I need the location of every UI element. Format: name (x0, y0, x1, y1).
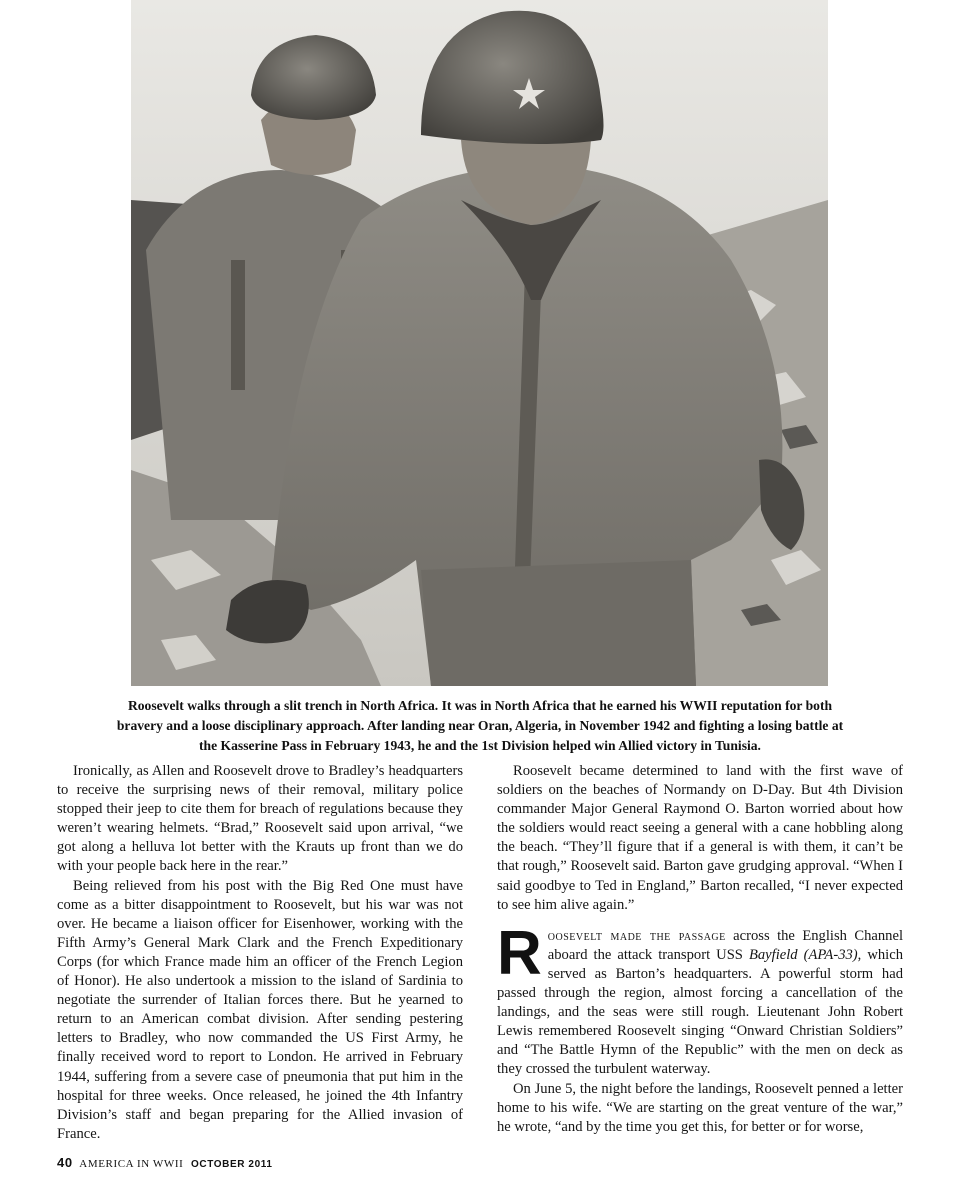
article-column-left (57, 762, 463, 1144)
text-run: , which served as Barton’s headquarters. A powerful storm had passed through the region, almost forcing a cancellation of the landings, and the seas were still rough. Lieutenant John Robert Lewis remembered Roosevelt singing “Onward Christian Soldiers” and “The Battle Hymn of the Republic” with the men on deck as they crossed the turbulent waterway. (497, 946, 903, 1078)
paragraph: Ironically, as Allen and Roosevelt drove to Bradley’s headquarters to receive the surprising news of their removal, military police stopped their jeep to cite them for breach of regulations because they weren’t wearing helmets. “Brad,” Roosevelt said upon arrival, “we got along a helluva lot better with the Krauts up front than we do with your people back here in the rear.” (57, 763, 463, 875)
ship-name: Bayfield (APA-33) (748, 946, 858, 963)
text-run: across the English Channel aboard the attack transport USS (547, 927, 904, 963)
paragraph: On June 5, the night before the landings, Roosevelt penned a letter home to his wife. “We are starting on the great venture of the war,” he wrote, “and by the time you get this, for better or for worse, (497, 1080, 903, 1135)
paragraph-with-dropcap (497, 918, 904, 1080)
paragraph: Being relieved from his post with the Big Red One must have come as a bitter disappointment to Roosevelt, but his war was not over. He became a liaison officer for Eisenhower, working with the Fifth Army’s General Mark Clark and the French Expeditionary Corps (for which France made him an officer of the French Legion of Honor). He also undertook a mission to the island of Sardinia to negotiate the surrender of Italian forces there. But he yearned to return to an American combat division. After sending pestering letters to Bradley, who now commanded the US First Army, he finally received word to report to London. He arrived in February 1944, suffering from a severe case of pneumonia that put him in the hospital for three weeks. Once released, he joined the 4th Infantry Division’s staff and began preparing for the Allied invasion of France. (57, 877, 463, 1142)
lead-in-smallcaps: oosevelt made the passage (547, 927, 726, 944)
article-column-right (497, 762, 903, 1137)
photo-caption: Roosevelt walks through a slit trench in North Africa. It was in North Africa that he earned his WWII reputation for both bravery and a loose disciplinary approach. After landing near Oran, Algeria, in November 1942 and fighting a losing battle at the Kasserine Pass in February 1943, he and the 1st Division helped win Allied victory in Tunisia. (116, 698, 844, 753)
page-footer (57, 1155, 273, 1171)
article-photo (131, 0, 828, 686)
issue-date: OCTOBER 2011 (191, 1159, 273, 1170)
page-number: 40 (57, 1155, 73, 1170)
paragraph: Roosevelt became determined to land with the first wave of soldiers on the beaches of Normandy on D-Day. But 4th Division commander Major General Raymond O. Barton worried about how the soldiers would react seeing a general with a cane hobbling along the beach. “They’ll figure that if a general is with them, it can’t be that rough,” Roosevelt said. Barton gave grudging approval. “When I said goodbye to Ted in England,” Barton recalled, “I never expected to see him alive again.” (497, 763, 903, 913)
photo-illustration (131, 0, 828, 686)
drop-cap: R (497, 918, 542, 988)
magazine-name: AMERICA IN WWII (79, 1158, 184, 1170)
